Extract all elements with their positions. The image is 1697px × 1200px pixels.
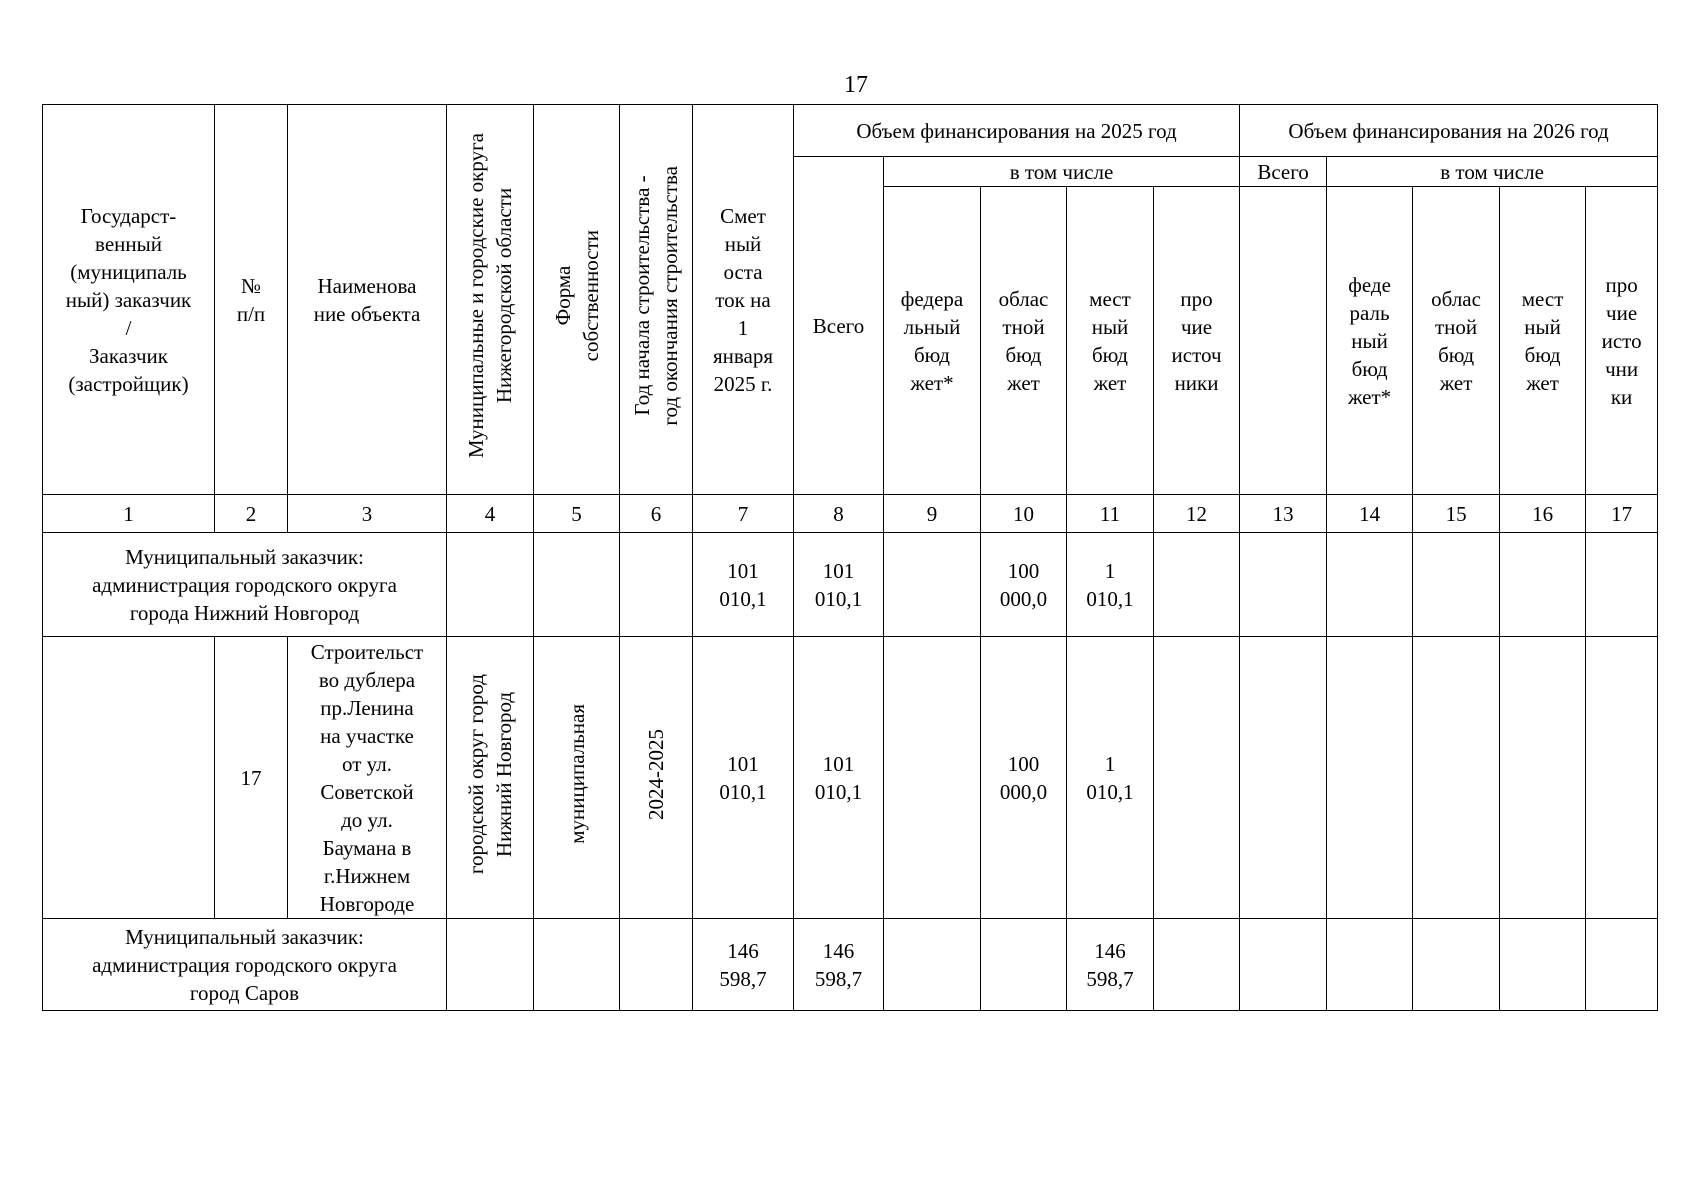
header-object-name: Наименова ние объекта bbox=[288, 105, 447, 495]
estimate-balance-cell: 101 010,1 bbox=[693, 637, 794, 919]
column-number: 7 bbox=[693, 495, 794, 533]
header-total-2026: Всего bbox=[1240, 157, 1327, 187]
column-number: 14 bbox=[1327, 495, 1413, 533]
column-number: 8 bbox=[794, 495, 884, 533]
column-number: 15 bbox=[1413, 495, 1500, 533]
header-ownership: Форма собственности bbox=[534, 105, 620, 495]
header-regional-2026: облас тной бюд жет bbox=[1413, 187, 1500, 495]
column-number: 3 bbox=[288, 495, 447, 533]
object-name-cell: Строительст во дублера пр.Ленина на участке от ул. Советской до ул. Баумана в г.Нижнем Новгороде bbox=[288, 637, 447, 919]
local-2025-cell: 1 010,1 bbox=[1067, 533, 1154, 637]
table-row bbox=[43, 533, 1658, 637]
financing-table bbox=[42, 104, 1658, 1011]
header-municipalities: Муниципальные и городские округа Нижегородской области bbox=[447, 105, 534, 495]
estimate-balance-cell: 146 598,7 bbox=[693, 919, 794, 1011]
header-estimate-balance: Смет ный оста ток на 1 января 2025 г. bbox=[693, 105, 794, 495]
header-local-2025: мест ный бюд жет bbox=[1067, 187, 1154, 495]
header-regional-2025: облас тной бюд жет bbox=[981, 187, 1067, 495]
column-number: 16 bbox=[1500, 495, 1586, 533]
column-number: 13 bbox=[1240, 495, 1327, 533]
local-2025-cell: 1 010,1 bbox=[1067, 637, 1154, 919]
column-number: 5 bbox=[534, 495, 620, 533]
table-row bbox=[43, 637, 1658, 919]
municipality-cell: городской округ город Нижний Новгород bbox=[447, 637, 534, 919]
column-numbers-row bbox=[43, 495, 1658, 533]
header-number: № п/п bbox=[215, 105, 288, 495]
total-2025-cell: 101 010,1 bbox=[794, 637, 884, 919]
total-2025-cell: 146 598,7 bbox=[794, 919, 884, 1011]
column-number: 12 bbox=[1154, 495, 1240, 533]
column-number: 11 bbox=[1067, 495, 1154, 533]
column-number: 6 bbox=[620, 495, 693, 533]
page-number: 17 bbox=[844, 72, 868, 98]
customer-cell: Муниципальный заказчик: администрация городского округа город Саров bbox=[43, 919, 447, 1011]
column-number: 1 bbox=[43, 495, 215, 533]
object-number-cell: 17 bbox=[215, 637, 288, 919]
header-total-2025: Всего bbox=[794, 157, 884, 495]
regional-2025-cell: 100 000,0 bbox=[981, 533, 1067, 637]
column-number: 9 bbox=[884, 495, 981, 533]
column-number: 2 bbox=[215, 495, 288, 533]
ownership-cell: муниципальная bbox=[534, 637, 620, 919]
header-federal-2025: федера льный бюд жет* bbox=[884, 187, 981, 495]
header-local-2026: мест ный бюд жет bbox=[1500, 187, 1586, 495]
header-other-2026: про чие исто чни ки bbox=[1586, 187, 1658, 495]
header-total-2026-empty bbox=[1240, 187, 1327, 495]
local-2025-cell: 146 598,7 bbox=[1067, 919, 1154, 1011]
estimate-balance-cell: 101 010,1 bbox=[693, 533, 794, 637]
column-number: 10 bbox=[981, 495, 1067, 533]
years-cell: 2024-2025 bbox=[620, 637, 693, 919]
header-federal-2026: феде раль ный бюд жет* bbox=[1327, 187, 1413, 495]
header-funding-2025: Объем финансирования на 2025 год bbox=[794, 105, 1240, 157]
header-customer: Государст- венный (муниципаль ный) заказчик / Заказчик (застройщик) bbox=[43, 105, 215, 495]
column-number: 17 bbox=[1586, 495, 1658, 533]
total-2025-cell: 101 010,1 bbox=[794, 533, 884, 637]
header-including-2026: в том числе bbox=[1327, 157, 1658, 187]
header-other-2025: про чие источ ники bbox=[1154, 187, 1240, 495]
header-including-2025: в том числе bbox=[884, 157, 1240, 187]
header-funding-2026: Объем финансирования на 2026 год bbox=[1240, 105, 1658, 157]
header-years: Год начала строительства - год окончания строительства bbox=[620, 105, 693, 495]
column-number: 4 bbox=[447, 495, 534, 533]
regional-2025-cell: 100 000,0 bbox=[981, 637, 1067, 919]
table-row bbox=[43, 919, 1658, 1011]
customer-cell: Муниципальный заказчик: администрация городского округа города Нижний Новгород bbox=[43, 533, 447, 637]
